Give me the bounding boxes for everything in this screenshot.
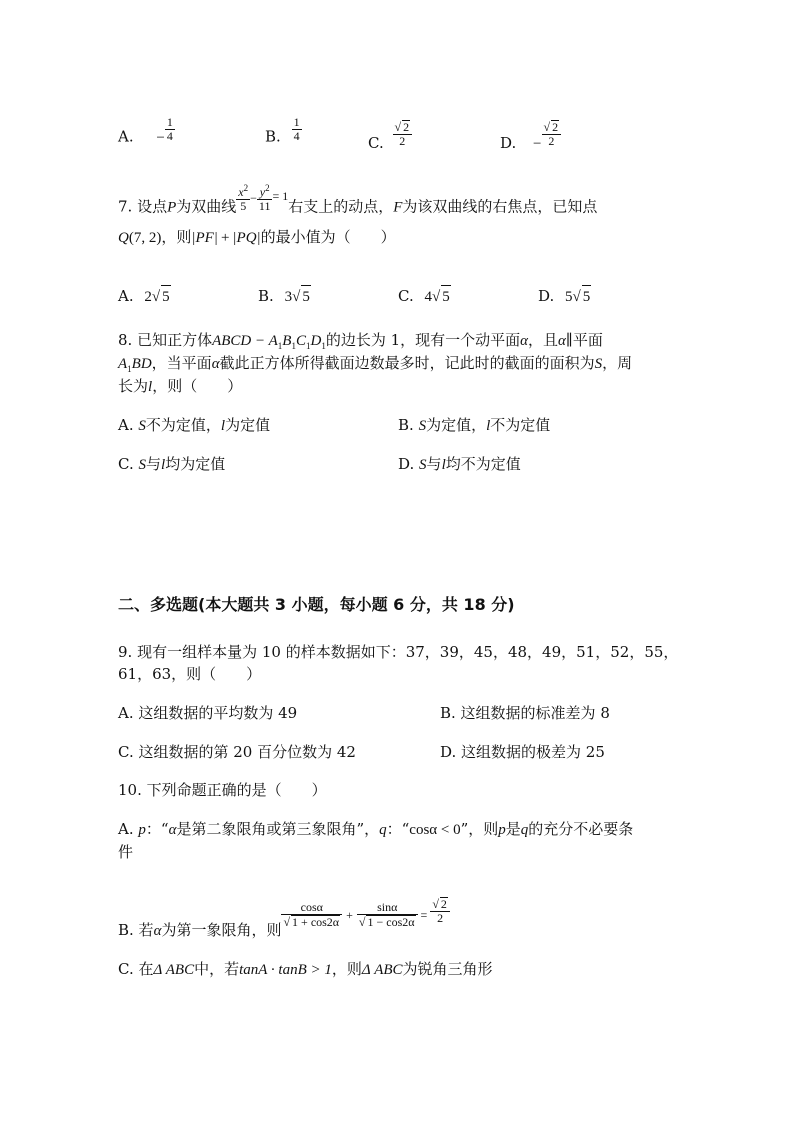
- q9-option-a: A. 这组数据的平均数为 49: [118, 704, 298, 722]
- plane-name: BD: [131, 356, 152, 372]
- var-q: Q: [118, 230, 129, 246]
- q9-option-b: B. 这组数据的标准差为 8: [440, 704, 610, 722]
- denominator: 5: [240, 199, 247, 213]
- text: ，周: [602, 354, 633, 372]
- q8-line-1: 8. 已知正方体ABCD − $A_1B_1C_1D_1$的边长为 1，现有一个动平面α，且α∥平面: [118, 331, 603, 351]
- text: 为第一象限角，则: [161, 921, 282, 939]
- denominator: 4: [166, 129, 173, 143]
- text: 是第二象限角或第三象限角”，: [176, 820, 380, 838]
- var-p: P: [167, 199, 177, 216]
- q6-option-b: [265, 115, 302, 151]
- var-l: l: [486, 418, 491, 434]
- exponent: 2: [243, 183, 249, 193]
- option-label: B.: [265, 127, 281, 146]
- q9-line-2: 61，63，则（ ）: [118, 665, 262, 683]
- option-label: C.: [368, 134, 384, 152]
- fraction: $\frac{√ 2}{2}$: [393, 120, 413, 148]
- exponent: 2: [265, 183, 270, 193]
- q7-line-1: [118, 183, 598, 223]
- q8-option-d: [398, 453, 521, 476]
- radicand: 5: [441, 285, 451, 308]
- text: 与: [146, 455, 162, 473]
- text: 中，若: [194, 960, 240, 978]
- coefficient: 3: [284, 289, 293, 305]
- radicand: 2: [403, 120, 410, 134]
- radicand: 2: [552, 120, 559, 134]
- q10-stem: 10. 下列命题正确的是（ ）: [118, 781, 327, 799]
- var-alpha: α: [520, 333, 529, 349]
- text: 截此正方体所得截面边数最多时，记此时的截面的面积为: [219, 354, 595, 372]
- option-label: D.: [538, 287, 555, 305]
- option-label: A.: [118, 127, 134, 146]
- text: ，则: [161, 228, 192, 246]
- section-heading: 二、多选题(本大题共 3 小题，每小题 6 分，共 18 分): [118, 595, 515, 614]
- text: 右支上的动点，: [288, 197, 394, 216]
- radicand: 5: [301, 285, 311, 308]
- text: ”，则: [460, 820, 499, 838]
- q10-option-a-line-2: 件: [118, 843, 134, 861]
- text: 的最小值为（ ）: [260, 228, 396, 246]
- var-x: x: [238, 185, 244, 199]
- denominator: 2: [437, 911, 444, 925]
- sign: −: [533, 136, 542, 152]
- radicand: 1 + cos2α: [292, 915, 340, 929]
- fraction-sin: $\frac{\sin\alpha}{√ 1 - \cos 2\alpha}$: [357, 901, 418, 929]
- q7-option-a: A. 2√ 5: [118, 285, 171, 308]
- var-alpha: α: [211, 356, 220, 372]
- parallel: ∥: [565, 333, 573, 349]
- text: 均不为定值: [445, 455, 521, 473]
- text: 是: [505, 820, 521, 838]
- numerator: 1: [166, 115, 173, 129]
- radicand: 1 − cos2α: [367, 915, 415, 929]
- fraction: [292, 116, 302, 143]
- plane-name: A: [118, 356, 128, 372]
- text: 不为定值: [490, 416, 551, 434]
- radicand: 5: [582, 285, 592, 308]
- text: 为定值: [225, 416, 271, 434]
- q10-option-b: B. 若α为第一象限角，则 $\frac{\cos\alpha}{√ 1 + \cos 2\alpha}$ + $\frac{\sin\alpha}{√ 1 - \cos 2\alpha}$ = $\frac{√ 2}{2}$: [118, 917, 450, 945]
- option-label: D.: [398, 455, 415, 473]
- var-l: l: [148, 379, 153, 395]
- q8-line-2: $A_1BD$，当平面α截此正方体所得截面边数最多时，记此时的截面的面积为S，周: [118, 354, 633, 374]
- abs-pq: |PQ|: [232, 230, 261, 246]
- plus: +: [220, 230, 230, 246]
- var-l: l: [161, 457, 166, 473]
- var-s: S: [138, 457, 146, 473]
- option-label: A.: [118, 416, 134, 434]
- var-alpha: α: [558, 333, 566, 349]
- denominator: 11: [258, 199, 271, 213]
- option-label: A.: [118, 820, 134, 838]
- fraction: [165, 116, 175, 143]
- fraction-sqrt2: $\frac{√ 2}{2}$: [430, 897, 450, 925]
- text: 为该双曲线的右焦点，已知点: [402, 197, 598, 216]
- equals: =: [420, 908, 428, 922]
- var-q: q: [379, 822, 387, 838]
- coefficient: 4: [424, 289, 432, 305]
- option-label: D.: [500, 134, 517, 152]
- radicand: 5: [161, 285, 171, 308]
- denominator: 2: [399, 134, 406, 148]
- var-s: S: [418, 418, 427, 434]
- var-s: S: [419, 457, 427, 473]
- option-label: C.: [398, 287, 414, 305]
- denominator: 4: [293, 129, 300, 143]
- coefficient: 5: [565, 289, 573, 305]
- denominator: 2: [548, 134, 555, 148]
- text: 平面: [572, 331, 603, 349]
- text: ，当平面: [151, 354, 212, 372]
- option-label: B.: [398, 416, 414, 434]
- minus: −: [250, 190, 257, 205]
- option-label: B.: [258, 287, 274, 305]
- var-s: S: [138, 418, 146, 434]
- option-label: B. 若: [118, 921, 154, 939]
- var-l: l: [441, 457, 446, 473]
- q7-line-2: [118, 226, 396, 249]
- q8-option-c: [118, 453, 225, 476]
- coords: (7, 2): [128, 230, 162, 246]
- fraction-y: [257, 182, 273, 213]
- option-label: C.: [118, 455, 134, 473]
- text: 均为定值: [165, 455, 226, 473]
- q8-line-3: [118, 375, 242, 398]
- text: 不为定值，: [145, 416, 221, 434]
- sign: −: [156, 129, 165, 146]
- triangle: Δ ABC: [153, 962, 195, 978]
- text: ：“: [145, 820, 169, 838]
- option-label: C. 在: [118, 960, 154, 978]
- tan-condition: tanA · tanB > 1: [239, 962, 332, 978]
- text: ，则（ ）: [152, 377, 243, 395]
- equals-one: = 1: [272, 188, 289, 203]
- q10-option-c: [118, 958, 493, 981]
- var-alpha: α: [168, 822, 177, 838]
- triangle: Δ ABC: [361, 962, 403, 978]
- q9-option-c: C. 这组数据的第 20 百分位数为 42: [118, 743, 356, 761]
- cube-name: ABCD − A: [212, 333, 278, 349]
- text: 为定值，: [426, 416, 487, 434]
- fraction: $\frac{√ 2}{2}$: [542, 120, 562, 148]
- var-l: l: [220, 418, 226, 434]
- text: 的充分不必要条: [528, 820, 634, 838]
- text: 为双曲线: [176, 197, 237, 216]
- var-p: p: [138, 822, 146, 838]
- var-s: S: [594, 356, 603, 372]
- numerator: sinα: [357, 901, 418, 915]
- var-y: y: [259, 185, 266, 199]
- numerator: cosα: [281, 901, 342, 915]
- text: 8. 已知正方体: [118, 331, 213, 349]
- q8-option-b: [398, 414, 550, 437]
- q8-option-a: [118, 414, 270, 437]
- coefficient: 2: [144, 289, 152, 305]
- text: 为锐角三角形: [402, 960, 493, 978]
- q10-option-a-line-1: [118, 818, 633, 841]
- q6-option-a: [118, 115, 175, 151]
- var-f: F: [393, 199, 403, 216]
- q9-option-d: D. 这组数据的极差为 25: [440, 743, 605, 761]
- q7-option-d: D. 5√ 5: [538, 285, 591, 308]
- text: 7. 设点: [118, 197, 168, 216]
- q9-line-1: 9. 现有一组样本量为 10 的样本数据如下：37，39，45，48，49，51，52，55，: [118, 643, 679, 661]
- text: ，且: [528, 331, 559, 349]
- q7-option-c: C. 4√ 5: [398, 285, 451, 308]
- cos-condition: cosα < 0: [409, 822, 461, 838]
- abs-pf: |PF|: [191, 230, 218, 246]
- var-p: p: [498, 822, 506, 838]
- fraction-cos: $\frac{\cos\alpha}{√ 1 + \cos 2\alpha}$: [281, 901, 342, 929]
- numerator: 1: [293, 115, 300, 129]
- text: 长为: [118, 377, 149, 395]
- q6-option-c: [368, 120, 412, 158]
- var-alpha: α: [153, 923, 162, 939]
- text: 与: [426, 455, 442, 473]
- option-label: A.: [118, 287, 134, 305]
- q6-option-d: [500, 120, 561, 158]
- fraction-x: [236, 182, 250, 213]
- var-q: q: [520, 822, 529, 838]
- radicand: 2: [440, 897, 447, 911]
- text: ，则: [331, 960, 362, 978]
- text: ：“: [386, 820, 410, 838]
- text: 的边长为 1，现有一个动平面: [325, 331, 521, 349]
- q7-option-b: B. 3√ 5: [258, 285, 311, 308]
